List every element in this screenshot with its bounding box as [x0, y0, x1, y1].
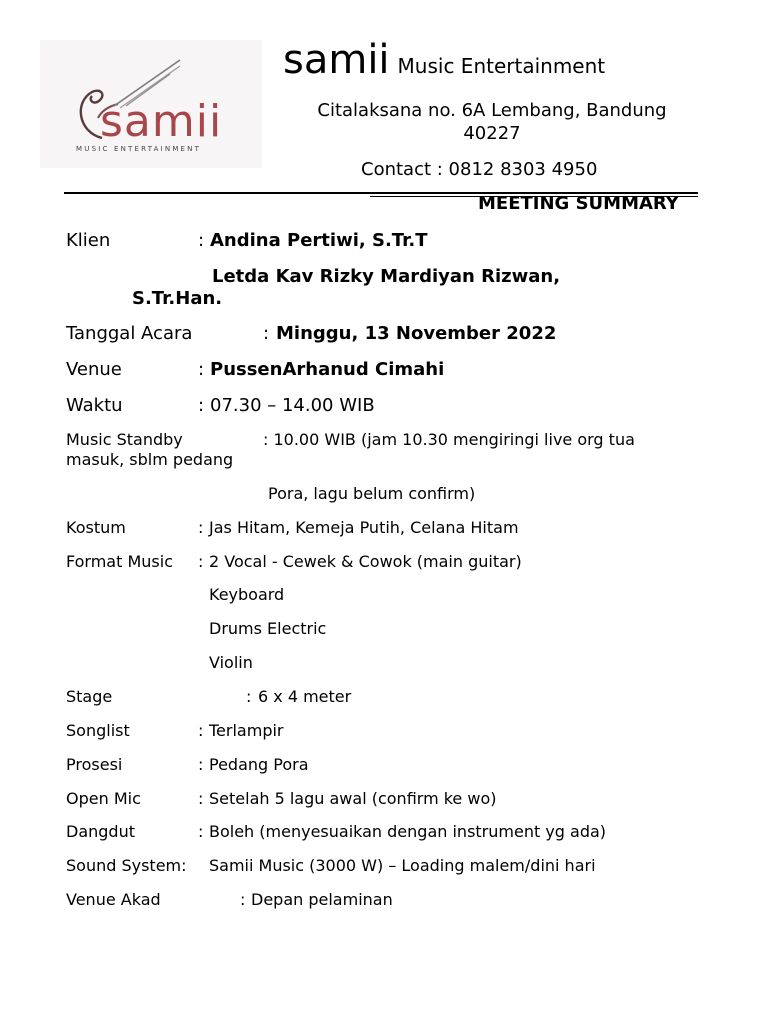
- field-value-venue: PussenArhanud Cimahi: [210, 359, 445, 380]
- field-sep-open-mic: :: [198, 789, 204, 808]
- field-label-prosesi: Prosesi: [66, 755, 123, 774]
- field-label-stage: Stage: [66, 687, 113, 706]
- field-label-songlist: Songlist: [66, 721, 130, 740]
- field-sep-venue: :: [198, 359, 205, 380]
- company-name-main: samii: [283, 37, 390, 83]
- company-address: [292, 99, 692, 145]
- field-value-music-standby-2: masuk, sblm pedang: [66, 450, 234, 469]
- field-sep-klien: :: [198, 230, 205, 251]
- field-sep-stage: :: [246, 687, 252, 706]
- address-line-2: 40227: [463, 123, 521, 144]
- field-label-dangdut: Dangdut: [66, 822, 135, 841]
- logo-wordmark: samii: [100, 96, 223, 147]
- field-label-music-standby: Music Standby: [66, 430, 183, 449]
- field-value-dangdut: Boleh (menyesuaikan dengan instrument yg ada): [209, 822, 607, 841]
- field-value-sound-system: Samii Music (3000 W) – Loading malem/dini hari: [209, 856, 596, 875]
- list-item: 2 Vocal - Cewek & Cowok (main guitar): [209, 552, 522, 571]
- field-label-open-mic: Open Mic: [66, 789, 141, 808]
- field-value-waktu: 07.30 – 14.00 WIB: [210, 395, 375, 416]
- field-value-stage: 6 x 4 meter: [258, 687, 352, 706]
- field-label-venue-akad: Venue Akad: [66, 890, 161, 909]
- field-label-klien: Klien: [66, 230, 111, 251]
- field-label-tanggal: Tanggal Acara: [66, 323, 193, 344]
- field-value-tanggal: Minggu, 13 November 2022: [276, 323, 557, 344]
- field-value-klien-1: Andina Pertiwi, S.Tr.T: [210, 230, 428, 251]
- list-item: Keyboard: [209, 585, 285, 604]
- field-label-waktu: Waktu: [66, 395, 123, 416]
- list-item: Violin: [209, 653, 253, 672]
- field-sep-venue-akad: :: [240, 890, 246, 909]
- field-label-kostum: Kostum: [66, 518, 126, 537]
- field-sep-kostum: :: [198, 518, 204, 537]
- field-sep-tanggal: :: [263, 323, 270, 344]
- field-label-sound-system: Sound System:: [66, 856, 187, 875]
- address-line-1: Citalaksana no. 6A Lembang, Bandung: [317, 100, 667, 121]
- field-value-klien-2b: S.Tr.Han.: [132, 288, 223, 309]
- field-value-music-standby-3: Pora, lagu belum confirm): [268, 484, 476, 503]
- company-logo: [40, 40, 262, 168]
- field-value-prosesi: Pedang Pora: [209, 755, 309, 774]
- company-name: [283, 37, 606, 83]
- field-sep-waktu: :: [198, 395, 205, 416]
- document-title: MEETING SUMMARY: [478, 193, 679, 214]
- field-sep-dangdut: :: [198, 822, 204, 841]
- field-value-klien-2a: Letda Kav Rizky Mardiyan Rizwan,: [212, 266, 561, 287]
- field-sep-prosesi: :: [198, 755, 204, 774]
- field-value-kostum: Jas Hitam, Kemeja Putih, Celana Hitam: [209, 518, 519, 537]
- logo-subtitle: MUSIC ENTERTAINMENT: [76, 145, 202, 153]
- field-sep-format-music: :: [198, 552, 204, 571]
- company-contact: Contact : 0812 8303 4950: [361, 159, 598, 180]
- field-value-music-standby-1: : 10.00 WIB (jam 10.30 mengiringi live org tua: [263, 430, 635, 449]
- field-value-venue-akad: Depan pelaminan: [251, 890, 393, 909]
- field-label-venue: Venue: [66, 359, 122, 380]
- field-value-open-mic: Setelah 5 lagu awal (confirm ke wo): [209, 789, 497, 808]
- company-name-tagline: Music Entertainment: [397, 54, 606, 78]
- field-sep-songlist: :: [198, 721, 204, 740]
- field-value-songlist: Terlampir: [209, 721, 284, 740]
- field-label-format-music: Format Music: [66, 552, 173, 571]
- list-item: Drums Electric: [209, 619, 327, 638]
